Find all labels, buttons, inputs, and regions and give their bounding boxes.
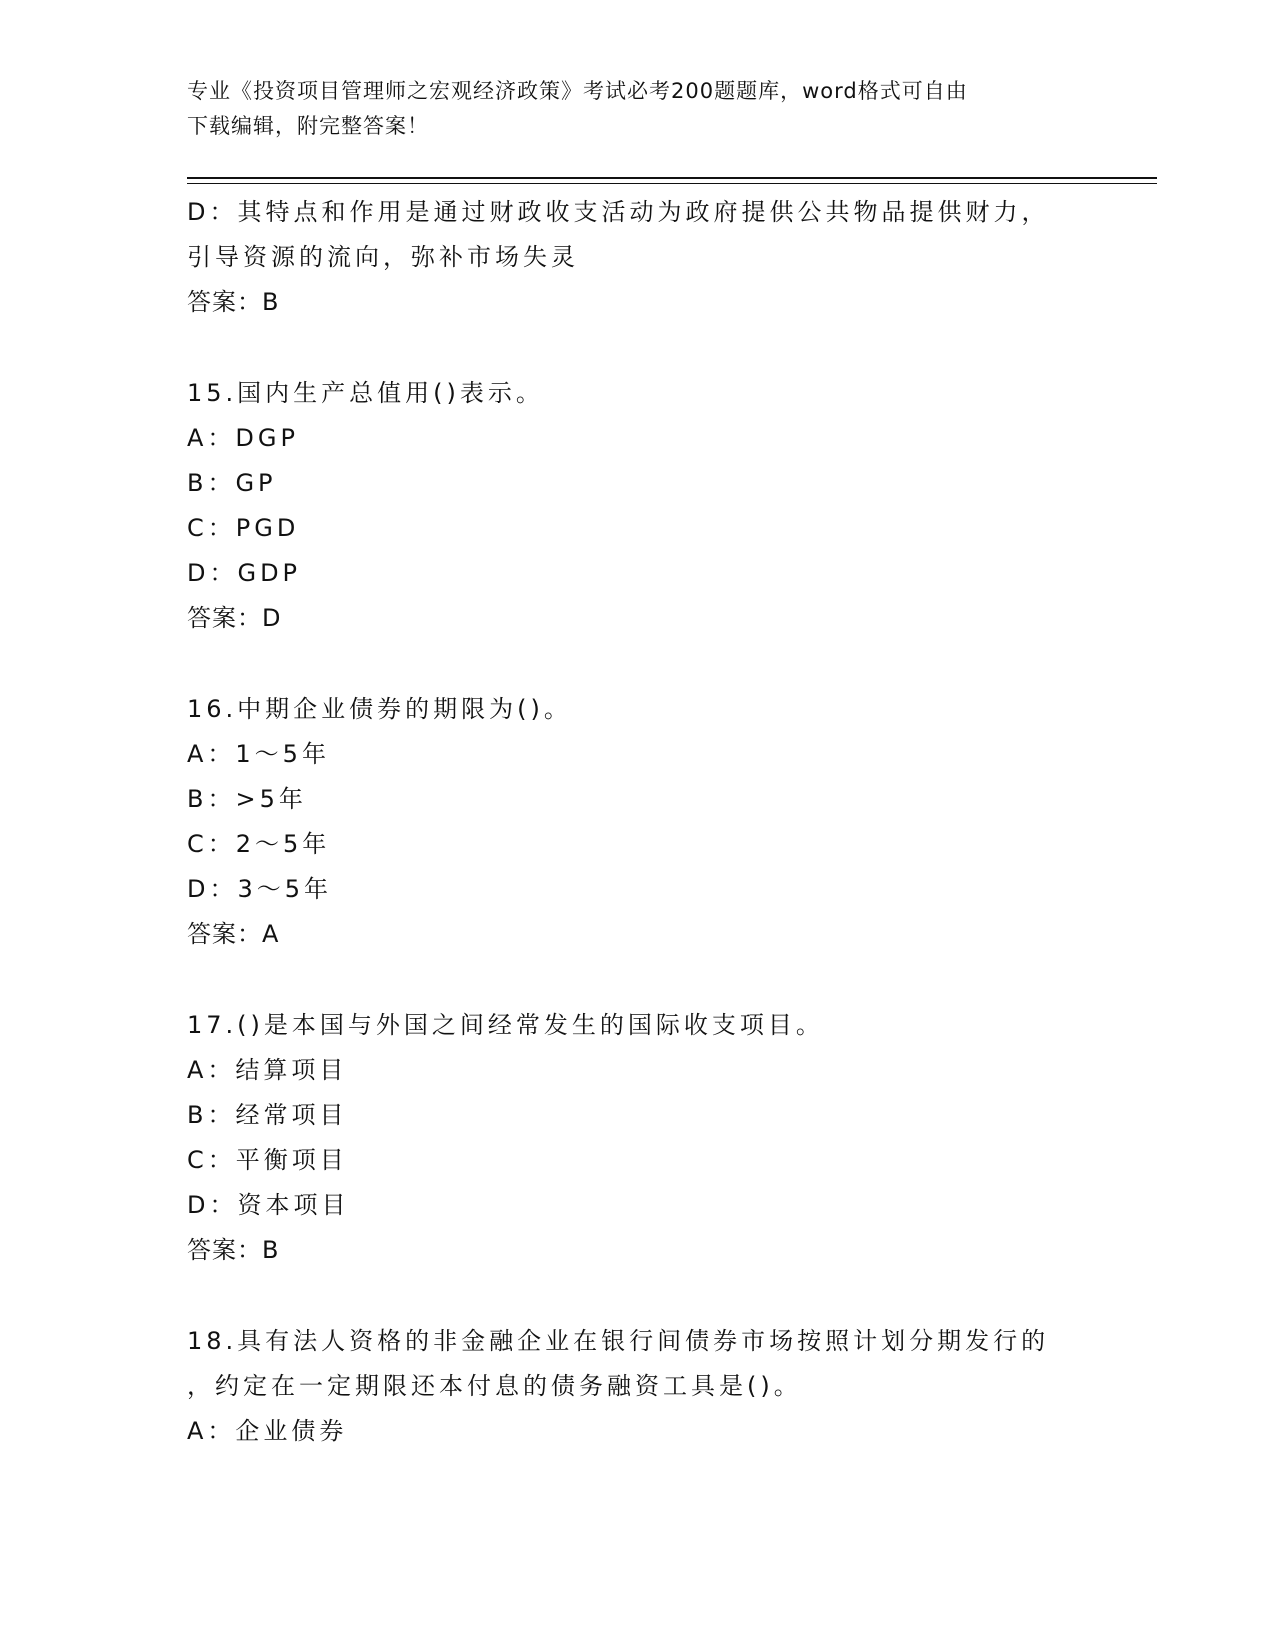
question-18 [187, 1319, 1087, 1454]
question-stem: 17.()是本国与外国之间经常发生的国际收支项目。 [187, 1011, 824, 1039]
answer-line: 答案：D [187, 604, 282, 632]
option-b: B：GP [187, 469, 277, 497]
header-divider-thick [187, 177, 1157, 179]
option-c: C：PGD [187, 514, 300, 542]
question-stem: 16.中期企业债券的期限为()。 [187, 695, 572, 723]
header-line-2: 下载编辑，附完整答案！ [187, 114, 429, 138]
header-line-1: 专业《投资项目管理师之宏观经济政策》考试必考200题题库，word格式可自由 [187, 79, 968, 103]
option-d: D：资本项目 [187, 1191, 350, 1219]
header-divider-thin [187, 183, 1157, 184]
answer-line: 答案：A [187, 920, 280, 948]
option-a: A：DGP [187, 424, 299, 452]
question-15 [187, 371, 1087, 641]
question-17 [187, 1003, 1087, 1273]
option-d: D：GDP [187, 559, 302, 587]
question-16 [187, 687, 1087, 957]
document-header [187, 74, 1087, 144]
option-a: A：结算项目 [187, 1056, 348, 1084]
option-c: C：平衡项目 [187, 1146, 348, 1174]
option-d-line-2: 引导资源的流向，弥补市场失灵 [187, 243, 579, 271]
option-b: B：>5年 [187, 785, 307, 813]
answer-line: 答案：B [187, 288, 280, 316]
question-stem-line-2: ，约定在一定期限还本付息的债务融资工具是()。 [187, 1372, 802, 1400]
option-a: A：企业债券 [187, 1417, 348, 1445]
answer-line: 答案：B [187, 1236, 280, 1264]
question-stem-line-1: 18.具有法人资格的非金融企业在银行间债券市场按照计划分期发行的 [187, 1327, 1050, 1355]
option-d-line-1: D：其特点和作用是通过财政收支活动为政府提供公共物品提供财力， [187, 198, 1050, 226]
carryover-block [187, 190, 1087, 325]
question-stem: 15.国内生产总值用()表示。 [187, 379, 544, 407]
document-body [187, 190, 1087, 1454]
option-d: D：3～5年 [187, 875, 333, 903]
option-c: C：2～5年 [187, 830, 331, 858]
option-b: B：经常项目 [187, 1101, 348, 1129]
option-a: A：1～5年 [187, 740, 330, 768]
